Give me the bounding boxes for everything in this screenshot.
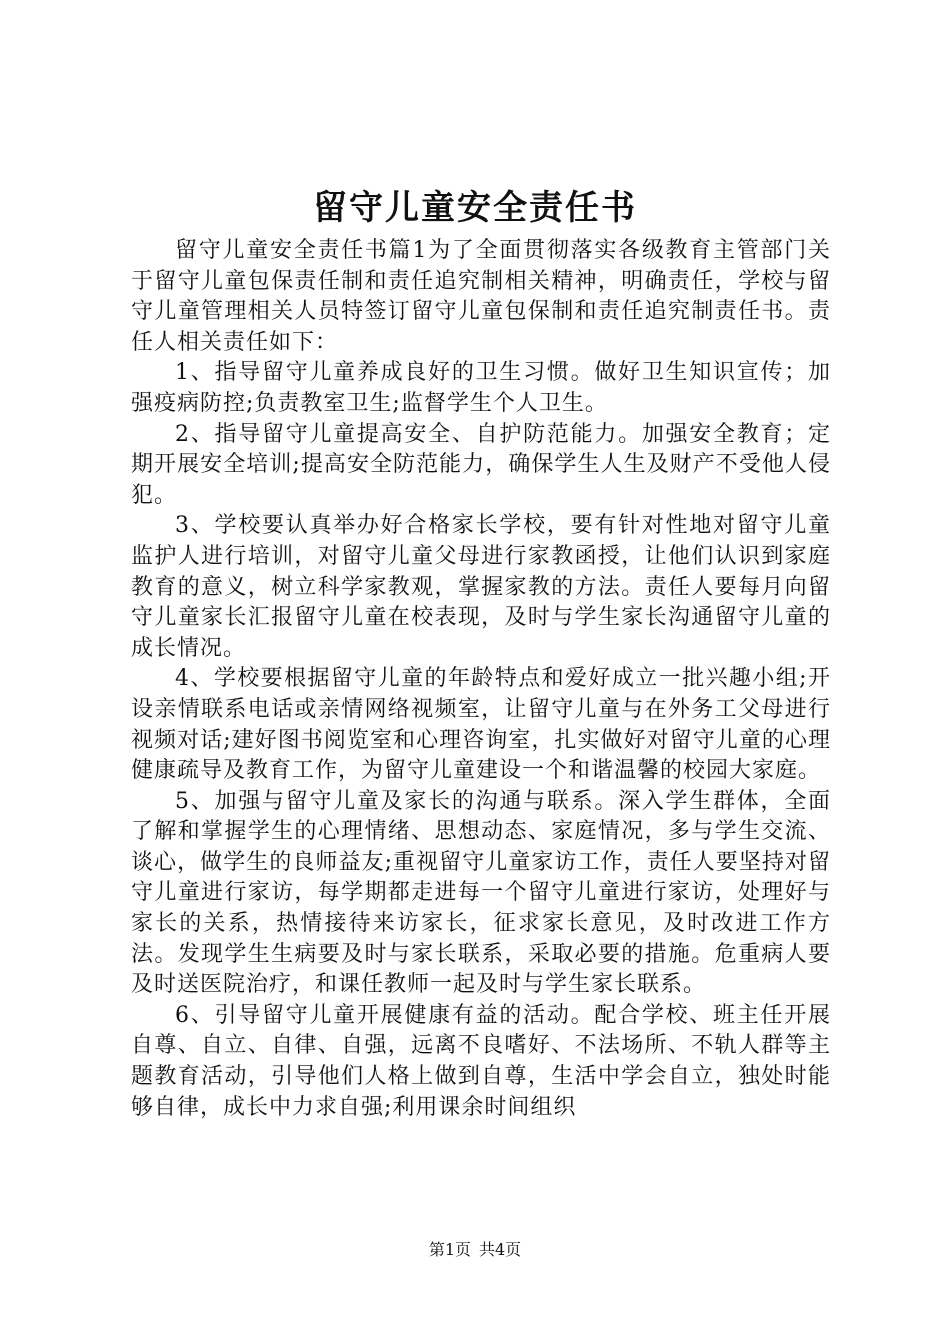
clause-6-paragraph: 6、引导留守儿童开展健康有益的活动。配合学校、班主任开展自尊、自立、自律、自强，远离不良嗜好、不法场所、不轨人群等主题教育活动，引导他们人格上做到自尊，生活中学会自立，独处时能够自律，成长中力求自强;利用课余时间组织: [131, 1002, 831, 1120]
document-title: 留守儿童安全责任书: [313, 188, 637, 228]
page-footer: [0, 1238, 950, 1262]
clause-2-paragraph: 2、指导留守儿童提高安全、自护防范能力。加强安全教育；定期开展安全培训;提高安全防范能力，确保学生人生及财产不受他人侵犯。: [131, 421, 831, 508]
intro-paragraph: 留守儿童安全责任书篇1为了全面贯彻落实各级教育主管部门关于留守儿童包保责任制和责任追究制相关精神，明确责任，学校与留守儿童管理相关人员特签订留守儿童包保制和责任追究制责任书。责任人相关责任如下：: [131, 238, 831, 355]
clause-1-paragraph: 1、指导留守儿童养成良好的卫生习惯。做好卫生知识宣传；加强疫病防控;负责教室卫生;监督学生个人卫生。: [131, 360, 831, 416]
clause-3-paragraph: 3、学校要认真举办好合格家长学校，要有针对性地对留守儿童监护人进行培训，对留守儿童父母进行家教函授，让他们认识到家庭教育的意义，树立科学家教观，掌握家教的方法。责任人要每月向留守儿童家长汇报留守儿童在校表现，及时与学生家长沟通留守儿童的成长情况。: [131, 513, 831, 661]
page-total: 共4页: [479, 1240, 522, 1259]
document-body: [131, 236, 831, 1123]
clause-4-paragraph: 4、学校要根据留守儿童的年龄特点和爱好成立一批兴趣小组;开设亲情联系电话或亲情网络视频室，让留守儿童与在外务工父母进行视频对话;建好图书阅览室和心理咨询室，扎实做好对留守儿童的心理健康疏导及教育工作，为留守儿童建设一个和谐温馨的校园大家庭。: [131, 666, 831, 784]
clause-5-paragraph: 5、加强与留守儿童及家长的沟通与联系。深入学生群体，全面了解和掌握学生的心理情绪、思想动态、家庭情况，多与学生交流、谈心，做学生的良师益友;重视留守儿童家访工作，责任人要坚持对留守儿童进行家访，每学期都走进每一个留守儿童进行家访，处理好与家长的关系，热情接待来访家长，征求家长意见，及时改进工作方法。发现学生生病要及时与家长联系，采取必要的措施。危重病人要及时送医院治疗，和课任教师一起及时与学生家长联系。: [131, 788, 831, 998]
page-number: 第1页: [428, 1240, 471, 1259]
